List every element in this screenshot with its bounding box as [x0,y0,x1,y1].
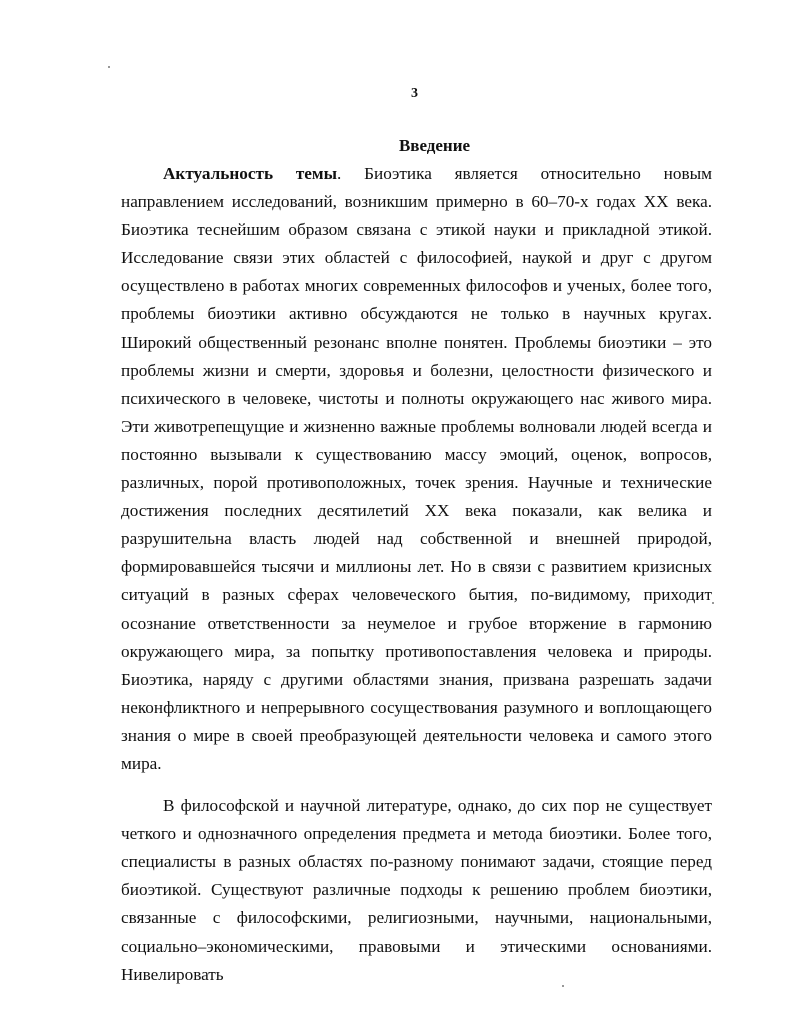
paragraph-text: . Биоэтика является относительно новым направлением исследований, возникшим примерно в 60–70-х годах XX века. Биоэтика теснейшим образом связана с этикой науки и прикладной этикой. Исследование связи этих областей с философией, наукой и друг с другом осуществлено в работах многих современных философов и ученых, более того, проблемы биоэтики активно обсуждаются не только в научных кругах. Широкий общественный резонанс вполне понятен. Проблемы биоэтики – это проблемы жизни и смерти, здоровья и болезни, целостности физического и психического в человеке, чистоты и полноты окружающего нас живого мира. Эти животрепещущие и жизненно важные проблемы волновали людей всегда и постоянно вызывали к существованию массу эмоций, оценок, вопросов, различных, порой противоположных, точек зрения. Научные и технические достижения последних десятилетий XX века показали, как велика и разрушительна власть людей над собственной и внешней природой, формировавшейся тысячи и миллионы лет. Но в связи с развитием кризисных ситуаций в разных сферах человеческого бытия, по-видимому, приходит осознание ответственности за неумелое и грубое вторжение в гармонию окружающего мира, за попытку противопоставления человека и природы. Биоэтика, наряду с другими областями знания, призвана разрешать задачи неконфликтного и непрерывного сосуществования разумного и воплощающего знания о мире в своей преобразующей деятельности человека и самого этого мира. [121,164,712,773]
scan-speck [108,66,110,68]
paragraph-relevance [121,160,712,778]
section-title: Введение [398,136,471,155]
paragraph-lead: Актуальность темы [163,164,338,183]
paragraph-text: В философской и научной литературе, однако, до сих пор не существует четкого и однозначного определения предмета и метода биоэтики. Более того, специалисты в разных областях по-разному понимают задачи, стоящие перед биоэтикой. Существуют различные подходы к решению проблем биоэтики, связанные с философскими, религиозными, научными, национальными, социально–экономическими, правовыми и этическими основаниями. Нивелировать [121,796,712,984]
page-number: 3 [411,86,418,101]
paragraph-literature [121,792,712,989]
scan-speck [712,602,714,604]
body-text [121,160,712,989]
scan-speck [562,985,564,987]
